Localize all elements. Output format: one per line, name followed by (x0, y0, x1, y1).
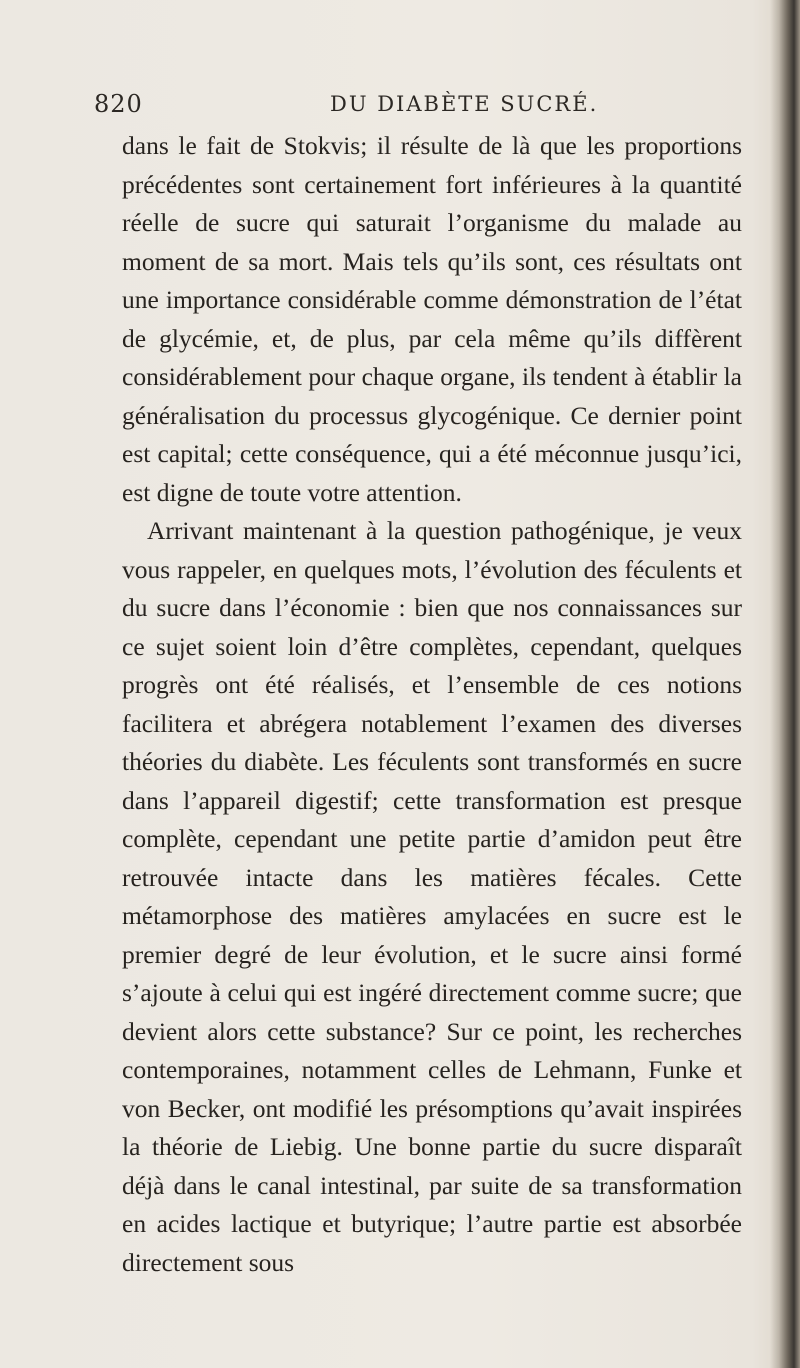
paragraph-1: dans le fait de Stokvis; il résulte de là que les proportions précédentes sont certainement fort inférieures à la quantité réelle de sucre qui saturait l’organisme du malade au moment de sa mort. Mais tels qu’ils sont, ces résultats ont une importance considérable comme démonstration de l’état de glycémie, et, de plus, par cela même qu’ils diffèrent considérablement pour chaque organe, ils tendent à établir la généralisation du processus glycogénique. Ce dernier point est capital; cette conséquence, qui a été méconnue jusqu’ici, est digne de toute votre attention. (122, 131, 742, 507)
body-text (122, 127, 742, 1282)
running-title: DU DIABÈTE SUCRÉ. (330, 92, 599, 116)
page-number: 820 (94, 90, 143, 118)
book-binding-shadow (770, 0, 800, 1368)
page-header (94, 90, 724, 126)
paragraph-2: Arrivant maintenant à la question pathogénique, je veux vous rappeler, en quelques mots, l’évolution des féculents et du sucre dans l’économie : bien que nos connaissances sur ce sujet soient loin d’être complètes, cependant, quelques progrès ont été réalisés, et l’ensemble de ces notions facilitera et abrégera notablement l’examen des diverses théories du diabète. Les féculents sont transformés en sucre dans l’appareil digestif; cette transformation est presque complète, cependant une petite partie d’amidon peut être retrouvée intacte dans les matières fécales. Cette métamorphose des matières amylacées en sucre est le premier degré de leur évolution, et le sucre ainsi formé s’ajoute à celui qui est ingéré directement comme sucre; que devient alors cette substance? Sur ce point, les recherches contemporaines, notamment celles de Lehmann, Funke et von Becker, ont modifié les présomptions qu’avait inspirées la théorie de Liebig. Une bonne partie du sucre disparaît déjà dans le canal intestinal, par suite de sa transformation en acides lactique et butyrique; l’autre partie est absorbée directement sous (122, 516, 742, 1277)
